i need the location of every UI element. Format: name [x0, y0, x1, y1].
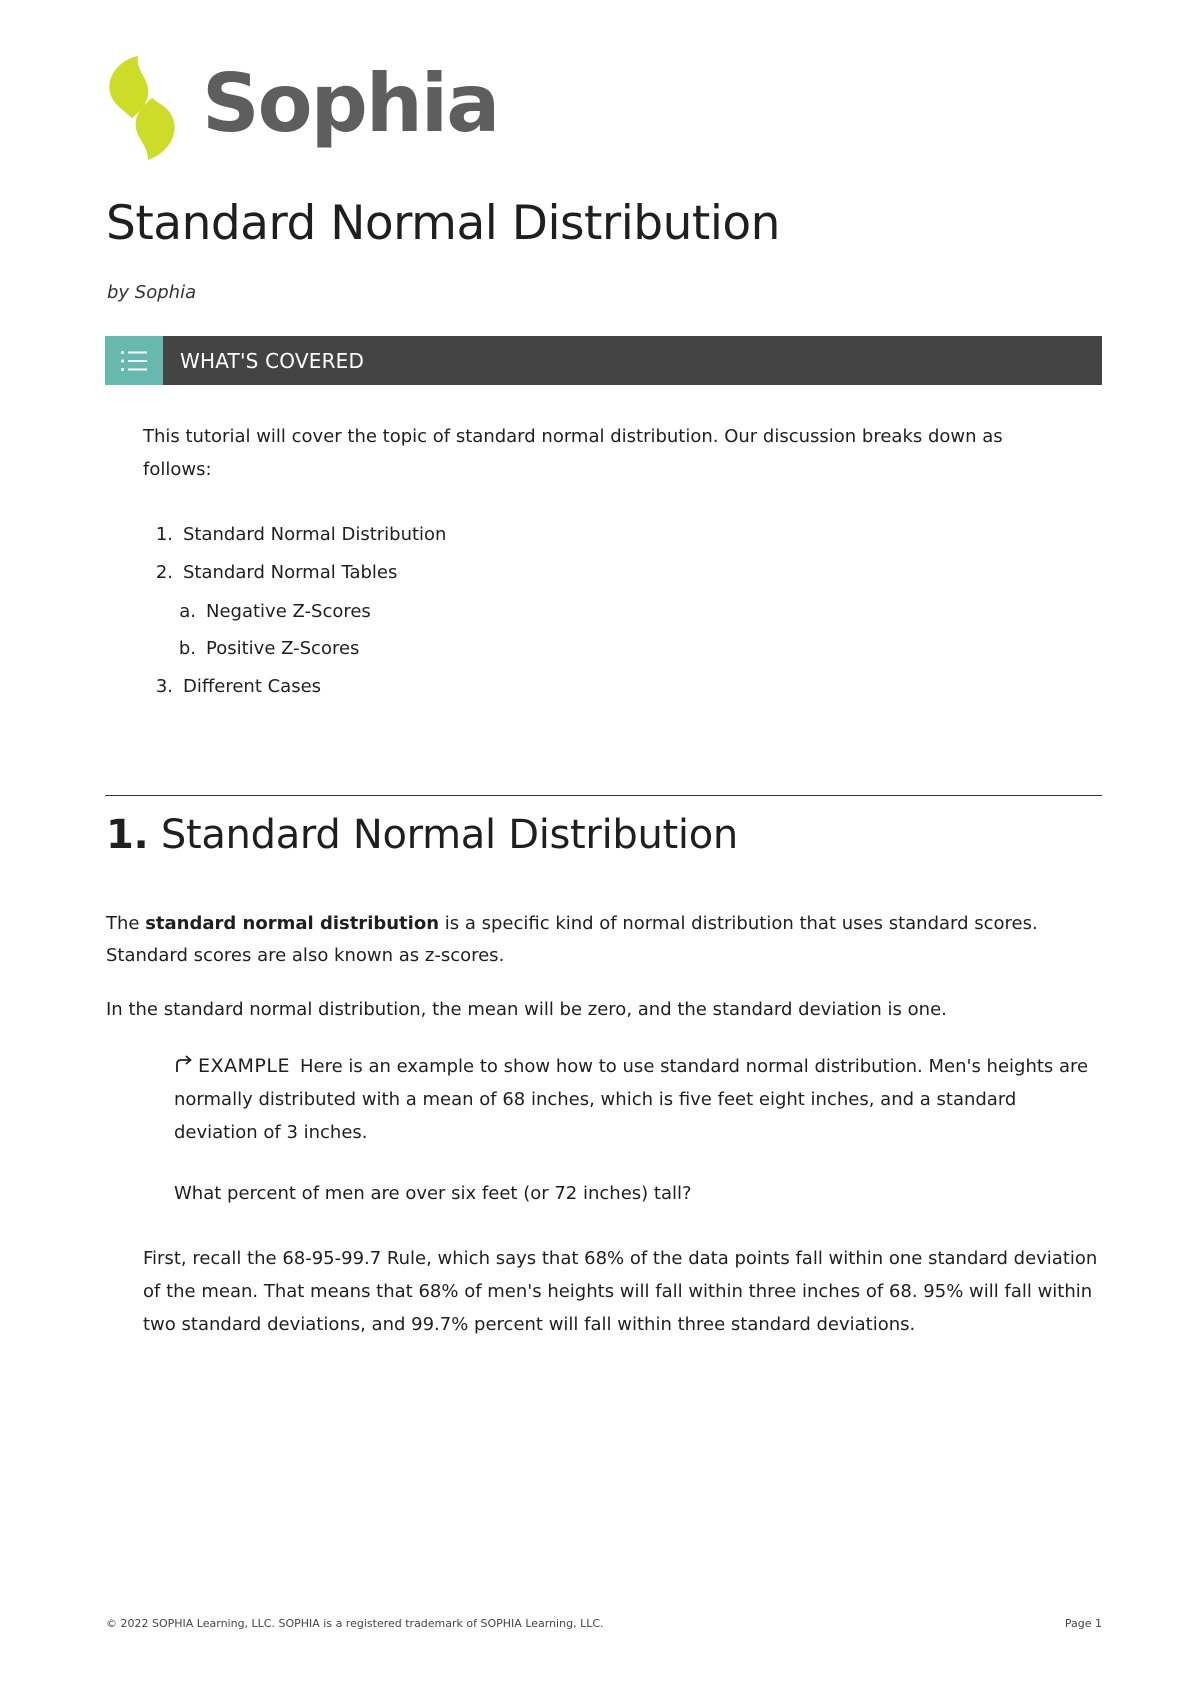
sophia-logo [104, 56, 498, 160]
example-block [174, 1050, 1104, 1149]
example-tag [174, 1056, 300, 1077]
paragraph-definition: The standard normal distribution is a specific kind of normal distribution that uses standard scores. Standard scores are also known as z-scores. [106, 913, 1038, 966]
covered-intro: This tutorial will cover the topic of standard normal distribution. Our discussion breaks down as follows: [143, 426, 1003, 480]
outline-subitem: b. Positive Z-Scores [178, 638, 360, 659]
sophia-logo-icon [104, 56, 180, 160]
byline: by Sophia [107, 282, 197, 303]
list-icon [119, 348, 149, 374]
paragraph-empirical-rule: First, recall the 68-95-99.7 Rule, which says that 68% of the data points fall within one standard deviation of the mean. That means that 68% of men's heights will fall within three inches of 68. 95% will fall within two standard deviations, and 99.7% percent will fall within three standard deviations. [143, 1248, 1098, 1335]
whats-covered-icon-box [105, 336, 163, 385]
arrow-icon [174, 1054, 194, 1074]
outline-item: 2. Standard Normal Tables [155, 562, 398, 583]
example-question: What percent of men are over six feet (or 72 inches) tall? [174, 1183, 692, 1204]
sophia-wordmark: Sophia [202, 57, 499, 150]
example-text: Here is an example to show how to use standard normal distribution. Men's heights are normally distributed with a mean of 68 inches, which is five feet eight inches, and a standard deviation of 3 inches. [174, 1056, 1089, 1143]
footer-copyright: © 2022 SOPHIA Learning, LLC. SOPHIA is a registered trademark of SOPHIA Learning, LLC. [106, 1617, 604, 1630]
example-label: EXAMPLE [198, 1055, 290, 1077]
outline-item: 3. Different Cases [155, 676, 322, 697]
section-divider [105, 795, 1102, 796]
footer-page-number: Page 1 [1064, 1617, 1102, 1630]
page-title: Standard Normal Distribution [106, 196, 780, 251]
outline-subitem: a. Negative Z-Scores [179, 601, 371, 622]
paragraph-mean-sd: In the standard normal distribution, the mean will be zero, and the standard deviation is one. [106, 999, 947, 1020]
section-heading: 1. Standard Normal Distribution [106, 812, 738, 858]
key-term: standard normal distribution [145, 913, 440, 934]
outline-item: 1. Standard Normal Distribution [155, 524, 447, 545]
whats-covered-banner [105, 336, 1102, 385]
whats-covered-label: WHAT'S COVERED [180, 348, 365, 373]
